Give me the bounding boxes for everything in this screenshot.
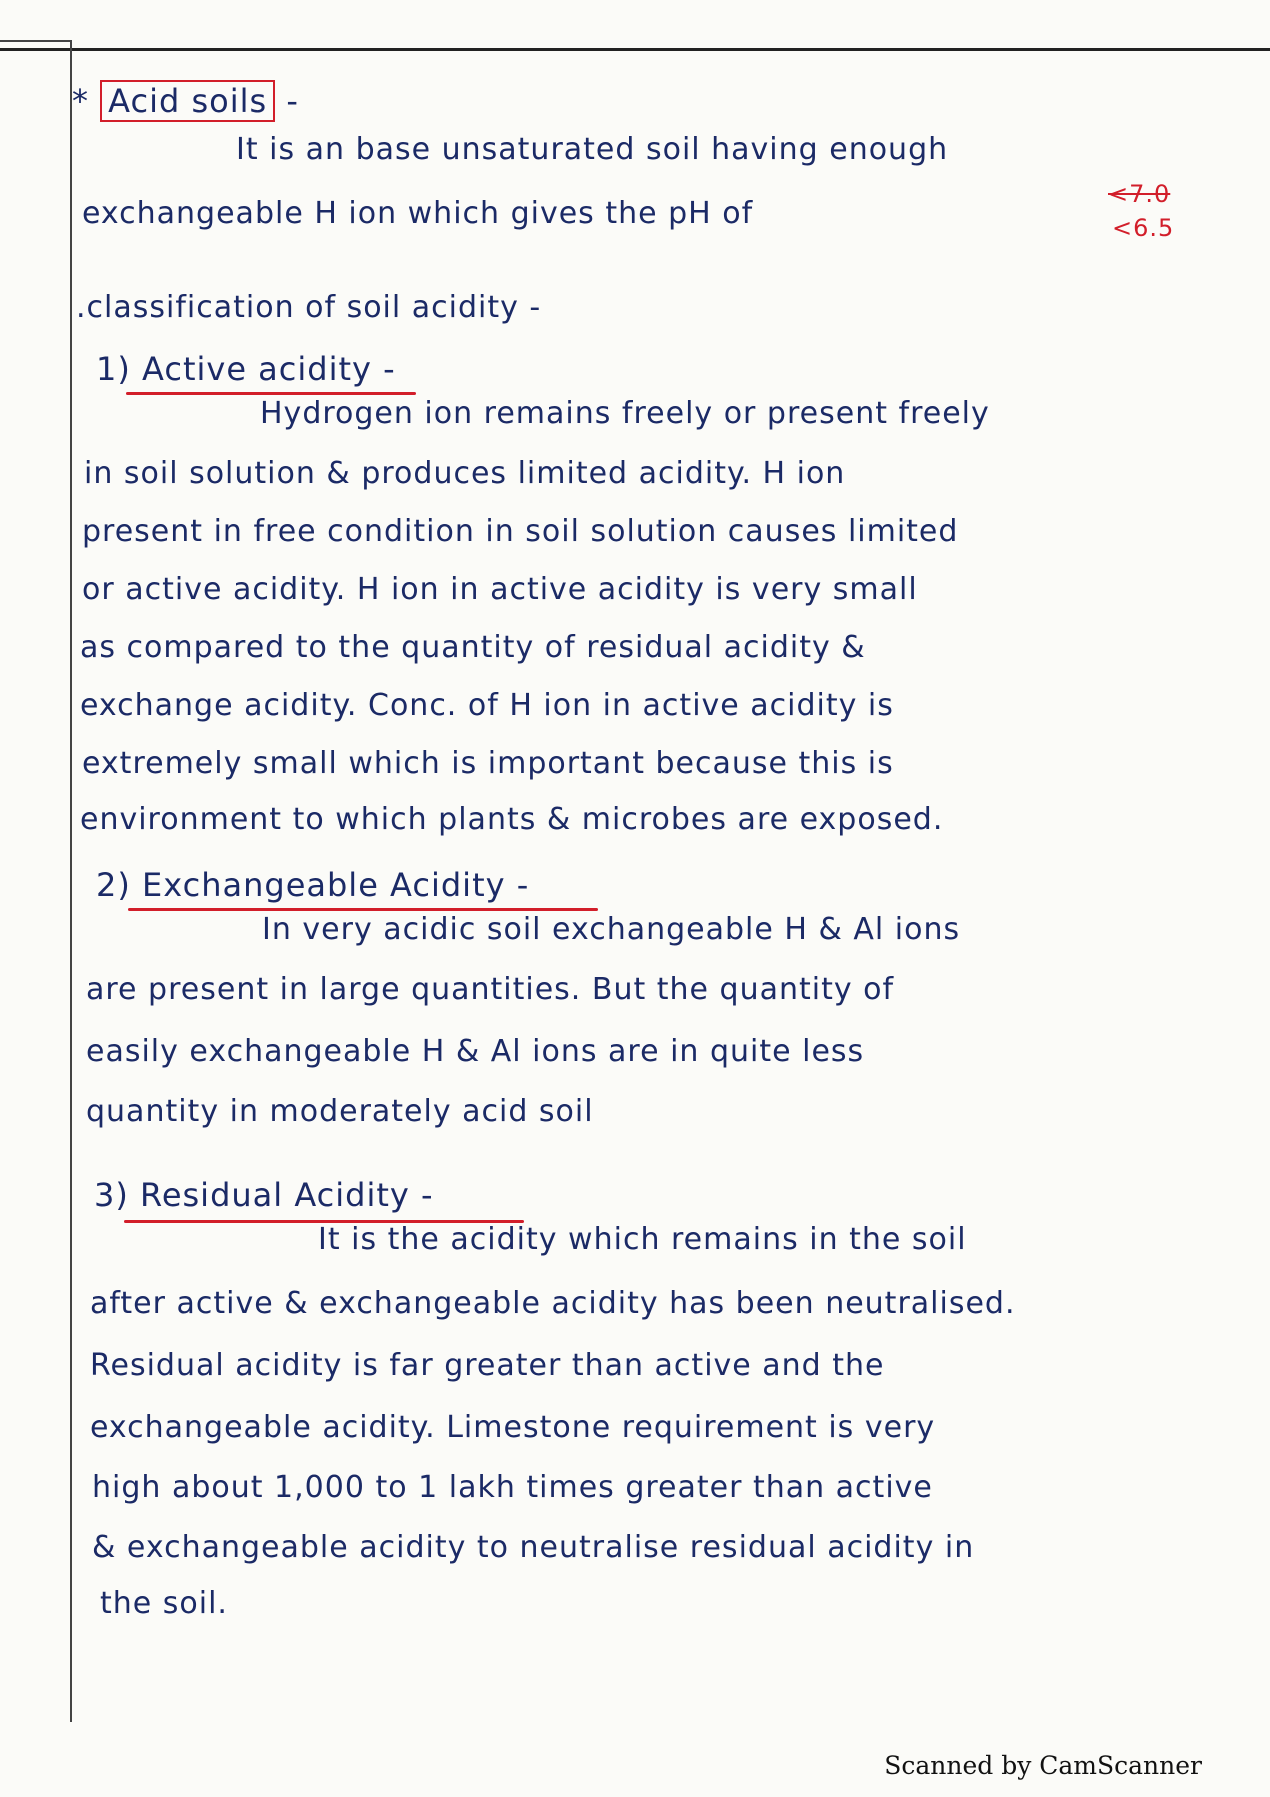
residual-line-1: It is the acidity which remains in the soil: [318, 1222, 967, 1257]
active-line-5: as compared to the quantity of residual acidity &: [80, 630, 866, 665]
active-line-7: extremely small which is important because this is: [82, 746, 894, 781]
title-text: Acid soils: [100, 80, 275, 122]
title-row: [72, 82, 299, 120]
active-line-1: Hydrogen ion remains freely or present freely: [260, 396, 990, 431]
residual-line-5: high about 1,000 to 1 lakh times greater than active: [92, 1470, 933, 1505]
section-heading-active: 1) Active acidity -: [96, 350, 396, 388]
residual-line-6: & exchangeable acidity to neutralise residual acidity in: [92, 1530, 975, 1565]
ph-new-value: <6.5: [1112, 214, 1175, 242]
exchangeable-line-1: In very acidic soil exchangeable H & Al ions: [262, 912, 961, 947]
page-top-edge: [0, 48, 1270, 51]
section-underline-active: [126, 392, 416, 395]
intro-line-1: It is an base unsaturated soil having enough: [236, 132, 949, 167]
active-line-3: present in free condition in soil solution causes limited: [82, 514, 959, 549]
active-line-4: or active acidity. H ion in active acidity is very small: [82, 572, 918, 607]
exchangeable-line-3: easily exchangeable H & Al ions are in quite less: [86, 1034, 865, 1069]
exchangeable-line-4: quantity in moderately acid soil: [86, 1094, 594, 1129]
page-left-margin: [0, 40, 72, 1722]
residual-line-7: the soil.: [100, 1586, 228, 1621]
intro-line-2: exchangeable H ion which gives the pH of: [82, 196, 754, 231]
scanner-watermark: Scanned by CamScanner: [884, 1751, 1202, 1780]
section-heading-exchangeable: 2) Exchangeable Acidity -: [96, 866, 530, 904]
residual-line-4: exchangeable acidity. Limestone requirement is very: [90, 1410, 936, 1445]
section-heading-residual: 3) Residual Acidity -: [94, 1176, 434, 1214]
title-star: *: [72, 82, 89, 120]
active-line-8: environment to which plants & microbes are exposed.: [80, 802, 944, 837]
active-line-2: in soil solution & produces limited acidity. H ion: [84, 456, 846, 491]
residual-line-3: Residual acidity is far greater than active and the: [90, 1348, 885, 1383]
title-dash: -: [286, 82, 299, 120]
exchangeable-line-2: are present in large quantities. But the quantity of: [86, 972, 895, 1007]
ph-old-value: <7.0: [1108, 180, 1171, 208]
active-line-6: exchange acidity. Conc. of H ion in active acidity is: [80, 688, 894, 723]
section-underline-exchangeable: [128, 908, 598, 911]
classification-heading: .classification of soil acidity -: [76, 290, 542, 325]
residual-line-2: after active & exchangeable acidity has been neutralised.: [90, 1286, 1016, 1321]
